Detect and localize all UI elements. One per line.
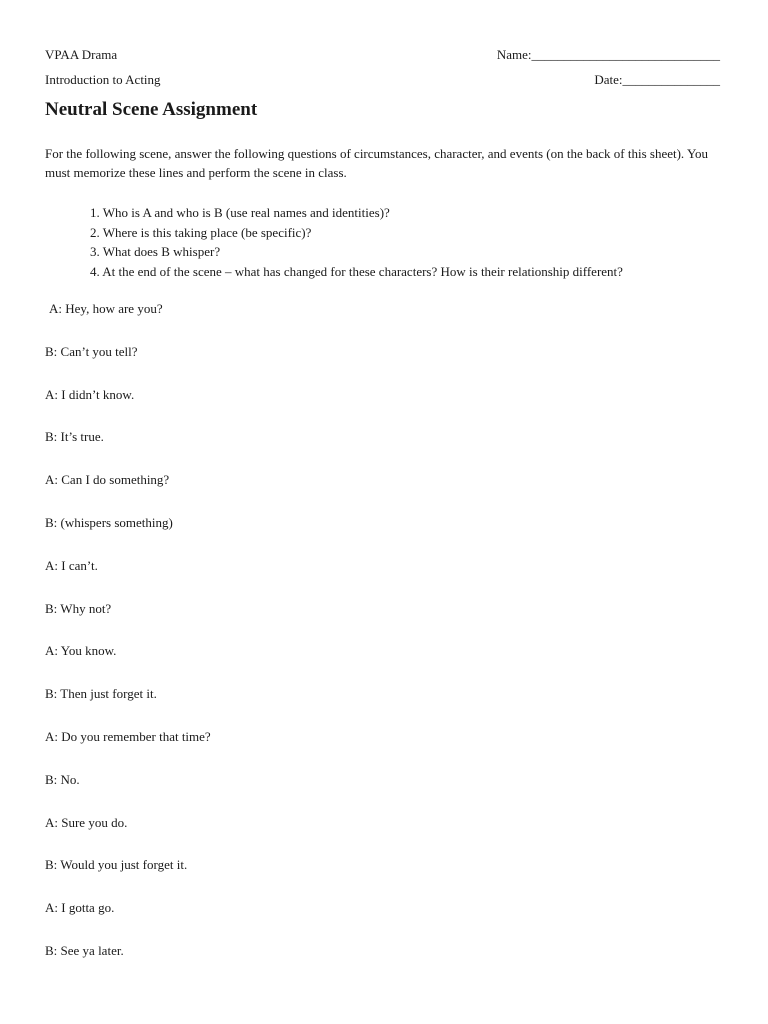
date-field [594, 72, 720, 88]
script-line: B: Can’t you tell? [45, 343, 138, 359]
question-item: 1. Who is A and who is B (use real names and identities)? [90, 205, 390, 220]
script-line: B: It’s true. [45, 429, 104, 445]
script-line: A: Hey, how are you? [49, 301, 163, 316]
course-name: VPAA Drama [45, 47, 118, 62]
script-line: A: Do you remember that time? [45, 728, 211, 744]
script-line: A: I can’t. [45, 557, 98, 573]
date-blank: _______________ [622, 72, 720, 87]
instructions-paragraph: For the following scene, answer the following questions of circumstances, character, and events (on the back of this sheet). You must memorize these lines and perform the scene in class. [45, 146, 709, 180]
script-line: B: No. [45, 771, 80, 787]
script-line: A: Sure you do. [45, 814, 128, 830]
class-name: Introduction to Acting [45, 72, 161, 87]
question-item: 2. Where is this taking place (be specific)? [90, 224, 312, 240]
script-line: B: See ya later. [45, 942, 124, 958]
header-row-2 [45, 72, 720, 88]
script-line: A: I didn’t know. [45, 386, 135, 402]
questions-list [90, 203, 623, 281]
script-line: B: Then just forget it. [45, 686, 157, 702]
script-line: A: I gotta go. [45, 900, 115, 916]
script-line: B: Would you just forget it. [45, 857, 188, 873]
header-row-1 [45, 47, 720, 63]
name-field [497, 47, 720, 63]
question-item: 3. What does B whisper? [90, 244, 221, 259]
page-title: Neutral Scene Assignment [45, 99, 258, 120]
script-line: B: (whispers something) [45, 514, 173, 530]
script-line: A: Can I do something? [45, 472, 170, 488]
script-line: B: Why not? [45, 600, 112, 616]
question-item: 4. At the end of the scene – what has changed for these characters? How is their relationship different? [90, 263, 623, 279]
name-label: Name: [496, 47, 532, 62]
scene-script [45, 299, 211, 984]
name-blank: _____________________________ [531, 47, 720, 62]
script-line: A: You know. [45, 643, 117, 659]
date-label: Date: [594, 72, 623, 87]
